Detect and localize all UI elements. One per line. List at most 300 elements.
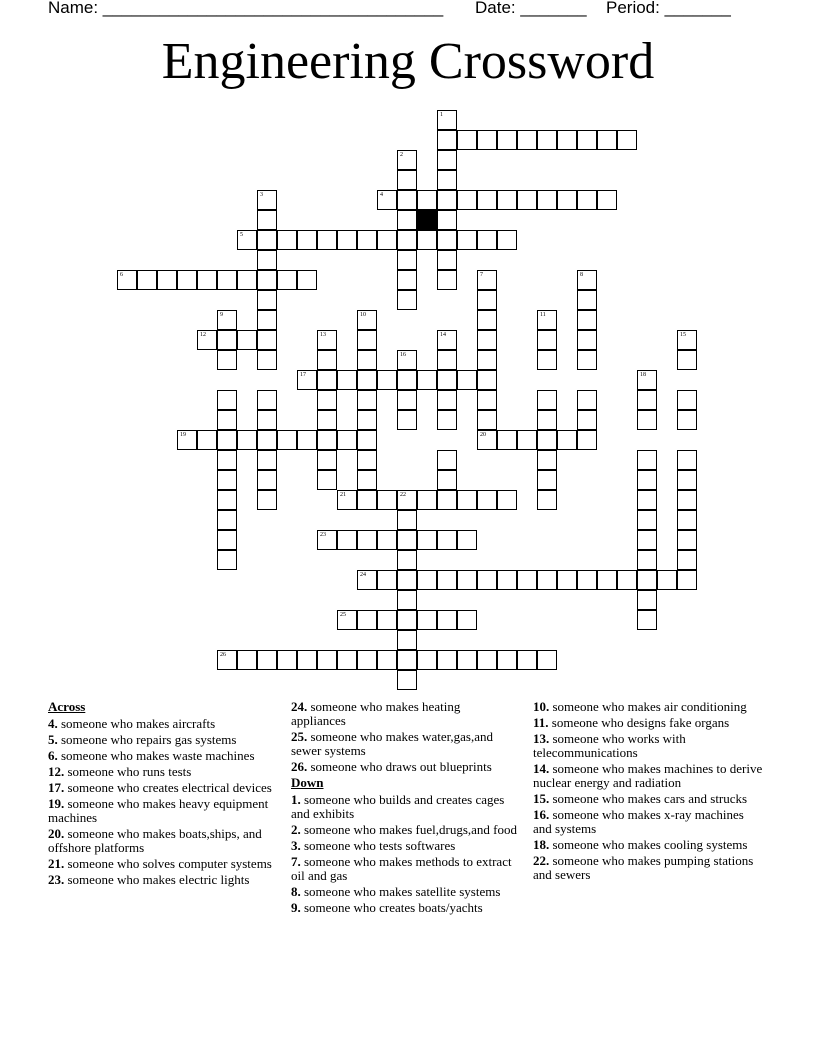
grid-cell[interactable] <box>557 430 577 450</box>
clue-number: 25 <box>340 612 346 618</box>
grid-cell[interactable] <box>617 570 637 590</box>
grid-cell[interactable] <box>217 550 237 570</box>
clue-item <box>291 793 517 821</box>
grid-cell[interactable] <box>657 570 677 590</box>
grid-cell[interactable] <box>217 490 237 510</box>
grid-cell[interactable] <box>217 410 237 430</box>
clue-item-text: someone who makes aircrafts <box>57 716 216 731</box>
grid-cell[interactable] <box>237 650 257 670</box>
grid-cell[interactable] <box>217 450 237 470</box>
grid-cell[interactable] <box>457 570 477 590</box>
clue-item-text: someone who tests softwares <box>300 838 456 853</box>
grid-cell[interactable] <box>297 430 317 450</box>
grid-cell[interactable] <box>457 230 477 250</box>
clue-number: 6 <box>120 272 123 278</box>
grid-cell[interactable] <box>677 350 697 370</box>
grid-cell[interactable] <box>517 650 537 670</box>
grid-cell[interactable] <box>357 410 377 430</box>
grid-cell[interactable] <box>517 430 537 450</box>
grid-cell[interactable] <box>237 330 257 350</box>
grid-cell[interactable] <box>437 390 457 410</box>
grid-cell[interactable] <box>397 630 417 650</box>
grid-cell[interactable] <box>397 550 417 570</box>
grid-cell[interactable] <box>277 270 297 290</box>
grid-cell[interactable] <box>617 130 637 150</box>
grid-cell[interactable] <box>557 190 577 210</box>
grid-cell[interactable] <box>317 470 337 490</box>
grid-cell[interactable] <box>397 490 417 510</box>
grid-cell[interactable] <box>477 490 497 510</box>
grid-cell[interactable] <box>637 570 657 590</box>
grid-cell[interactable] <box>537 390 557 410</box>
grid-cell[interactable] <box>357 450 377 470</box>
grid-cell[interactable] <box>477 310 497 330</box>
grid-cell[interactable] <box>337 610 357 630</box>
grid-cell[interactable] <box>477 430 497 450</box>
grid-cell[interactable] <box>637 550 657 570</box>
grid-cell[interactable] <box>237 230 257 250</box>
clue-number: 9 <box>220 312 223 318</box>
grid-cell[interactable] <box>577 270 597 290</box>
grid-cell[interactable] <box>197 430 217 450</box>
period-field-label: Period: _______ <box>606 0 731 17</box>
grid-cell[interactable] <box>157 270 177 290</box>
grid-cell[interactable] <box>637 530 657 550</box>
grid-cell[interactable] <box>217 330 237 350</box>
grid-cell[interactable] <box>297 230 317 250</box>
grid-cell[interactable] <box>337 370 357 390</box>
grid-cell[interactable] <box>477 410 497 430</box>
grid-cell[interactable] <box>437 610 457 630</box>
grid-cell[interactable] <box>437 270 457 290</box>
grid-cell[interactable] <box>377 490 397 510</box>
grid-cell[interactable] <box>497 570 517 590</box>
grid-cell[interactable] <box>397 390 417 410</box>
grid-cell[interactable] <box>677 530 697 550</box>
clue-item-text: someone who makes satellite systems <box>300 884 501 899</box>
grid-cell[interactable] <box>317 230 337 250</box>
grid-cell[interactable] <box>537 650 557 670</box>
grid-cell[interactable] <box>457 190 477 210</box>
grid-cell[interactable] <box>577 310 597 330</box>
grid-cell[interactable] <box>357 370 377 390</box>
grid-cell[interactable] <box>277 650 297 670</box>
grid-cell[interactable] <box>397 610 417 630</box>
grid-cell[interactable] <box>417 230 437 250</box>
clue-item-text: someone who works with telecommunications <box>533 731 686 760</box>
grid-cell[interactable] <box>537 130 557 150</box>
grid-cell[interactable] <box>317 330 337 350</box>
grid-cell[interactable] <box>677 330 697 350</box>
grid-cell[interactable] <box>577 350 597 370</box>
clue-number: 1 <box>440 112 443 118</box>
clue-item <box>533 700 763 714</box>
clue-item-text: someone who makes cooling systems <box>549 837 748 852</box>
clue-item <box>291 839 517 853</box>
grid-cell[interactable] <box>397 510 417 530</box>
grid-cell[interactable] <box>577 410 597 430</box>
grid-cell[interactable] <box>277 230 297 250</box>
grid-cell[interactable] <box>517 130 537 150</box>
grid-cell[interactable] <box>637 390 657 410</box>
grid-cell[interactable] <box>317 450 337 470</box>
blocked-cell <box>417 210 437 230</box>
clue-item-text: someone who makes boats,ships, and offshore platforms <box>48 826 262 855</box>
grid-cell[interactable] <box>257 650 277 670</box>
grid-cell[interactable] <box>237 430 257 450</box>
grid-cell[interactable] <box>397 650 417 670</box>
grid-cell[interactable] <box>197 330 217 350</box>
grid-cell[interactable] <box>677 510 697 530</box>
grid-cell[interactable] <box>537 330 557 350</box>
grid-cell[interactable] <box>257 230 277 250</box>
grid-cell[interactable] <box>237 270 257 290</box>
across-clue-list-continued <box>291 700 517 774</box>
grid-cell[interactable] <box>297 270 317 290</box>
grid-cell[interactable] <box>217 510 237 530</box>
grid-cell[interactable] <box>317 410 337 430</box>
grid-cell[interactable] <box>477 330 497 350</box>
grid-cell[interactable] <box>497 130 517 150</box>
grid-cell[interactable] <box>417 370 437 390</box>
grid-cell[interactable] <box>677 410 697 430</box>
clue-number: 21 <box>340 492 346 498</box>
grid-cell[interactable] <box>637 590 657 610</box>
grid-cell[interactable] <box>677 490 697 510</box>
grid-cell[interactable] <box>217 350 237 370</box>
grid-cell[interactable] <box>377 530 397 550</box>
clue-item-text: someone who makes pumping stations and sewers <box>533 853 754 882</box>
grid-cell[interactable] <box>577 430 597 450</box>
grid-cell[interactable] <box>257 490 277 510</box>
clue-item <box>48 733 273 747</box>
grid-cell[interactable] <box>397 590 417 610</box>
grid-cell[interactable] <box>217 430 237 450</box>
grid-cell[interactable] <box>477 390 497 410</box>
grid-cell[interactable] <box>677 390 697 410</box>
grid-cell[interactable] <box>337 650 357 670</box>
grid-cell[interactable] <box>217 650 237 670</box>
grid-cell[interactable] <box>217 270 237 290</box>
clue-number: 17 <box>300 372 306 378</box>
clue-number: 18 <box>640 372 646 378</box>
grid-cell[interactable] <box>377 370 397 390</box>
grid-cell[interactable] <box>337 430 357 450</box>
across-heading: Across <box>48 699 86 714</box>
grid-cell[interactable] <box>597 190 617 210</box>
clue-item <box>48 827 273 855</box>
clue-item-number: 18. <box>533 837 550 852</box>
grid-cell[interactable] <box>537 470 557 490</box>
grid-cell[interactable] <box>577 570 597 590</box>
grid-cell[interactable] <box>337 490 357 510</box>
grid-cell[interactable] <box>497 650 517 670</box>
clue-item-text: someone who makes waste machines <box>57 748 255 763</box>
grid-cell[interactable] <box>177 430 197 450</box>
grid-cell[interactable] <box>677 470 697 490</box>
grid-cell[interactable] <box>437 110 457 130</box>
grid-cell[interactable] <box>557 130 577 150</box>
clue-item-number: 1. <box>291 792 301 807</box>
grid-cell[interactable] <box>377 650 397 670</box>
grid-cell[interactable] <box>437 650 457 670</box>
grid-cell[interactable] <box>497 230 517 250</box>
grid-cell[interactable] <box>577 390 597 410</box>
grid-cell[interactable] <box>437 250 457 270</box>
grid-cell[interactable] <box>417 490 437 510</box>
grid-cell[interactable] <box>217 310 237 330</box>
clue-number: 19 <box>180 432 186 438</box>
clue-item-number: 20. <box>48 826 65 841</box>
grid-cell[interactable] <box>357 570 377 590</box>
grid-cell[interactable] <box>437 410 457 430</box>
clue-item <box>533 762 763 790</box>
grid-cell[interactable] <box>477 190 497 210</box>
grid-cell[interactable] <box>257 430 277 450</box>
grid-cell[interactable] <box>197 270 217 290</box>
grid-cell[interactable] <box>437 570 457 590</box>
grid-cell[interactable] <box>537 490 557 510</box>
grid-cell[interactable] <box>457 490 477 510</box>
grid-cell[interactable] <box>477 230 497 250</box>
grid-cell[interactable] <box>417 190 437 210</box>
clue-item-text: someone who makes methods to extract oil and gas <box>291 854 512 883</box>
clue-item-text: someone who makes x-ray machines and systems <box>533 807 744 836</box>
grid-cell[interactable] <box>257 210 277 230</box>
grid-cell[interactable] <box>257 470 277 490</box>
clue-number: 5 <box>240 232 243 238</box>
grid-cell[interactable] <box>437 350 457 370</box>
grid-cell[interactable] <box>577 190 597 210</box>
grid-cell[interactable] <box>477 570 497 590</box>
grid-cell[interactable] <box>537 410 557 430</box>
grid-cell[interactable] <box>437 450 457 470</box>
grid-cell[interactable] <box>437 230 457 250</box>
grid-cell[interactable] <box>457 650 477 670</box>
grid-cell[interactable] <box>217 530 237 550</box>
grid-cell[interactable] <box>377 230 397 250</box>
grid-cell[interactable] <box>437 330 457 350</box>
grid-cell[interactable] <box>257 330 277 350</box>
grid-cell[interactable] <box>497 430 517 450</box>
grid-cell[interactable] <box>417 570 437 590</box>
grid-cell[interactable] <box>317 370 337 390</box>
clue-item-text: someone who designs fake organs <box>548 715 730 730</box>
grid-cell[interactable] <box>397 210 417 230</box>
grid-cell[interactable] <box>437 190 457 210</box>
clue-item-text: someone who draws out blueprints <box>307 759 492 774</box>
grid-cell[interactable] <box>257 190 277 210</box>
clue-item <box>48 749 273 763</box>
grid-cell[interactable] <box>437 170 457 190</box>
clue-item-number: 24. <box>291 699 308 714</box>
grid-cell[interactable] <box>537 190 557 210</box>
name-field-label: Name: ____________________________________ <box>48 0 444 17</box>
clue-item-text: someone who makes heating appliances <box>291 699 461 728</box>
grid-cell[interactable] <box>177 270 197 290</box>
grid-cell[interactable] <box>637 490 657 510</box>
grid-cell[interactable] <box>257 250 277 270</box>
grid-cell[interactable] <box>357 310 377 330</box>
grid-cell[interactable] <box>637 510 657 530</box>
grid-cell[interactable] <box>257 410 277 430</box>
grid-cell[interactable] <box>317 650 337 670</box>
grid-cell[interactable] <box>397 570 417 590</box>
grid-cell[interactable] <box>217 470 237 490</box>
grid-cell[interactable] <box>317 530 337 550</box>
grid-cell[interactable] <box>677 550 697 570</box>
grid-cell[interactable] <box>137 270 157 290</box>
grid-cell[interactable] <box>577 330 597 350</box>
grid-cell[interactable] <box>637 370 657 390</box>
grid-cell[interactable] <box>397 370 417 390</box>
grid-cell[interactable] <box>517 190 537 210</box>
grid-cell[interactable] <box>577 130 597 150</box>
grid-cell[interactable] <box>257 450 277 470</box>
grid-cell[interactable] <box>397 530 417 550</box>
grid-cell[interactable] <box>397 190 417 210</box>
grid-cell[interactable] <box>537 310 557 330</box>
grid-cell[interactable] <box>437 150 457 170</box>
clue-item <box>533 838 763 852</box>
grid-cell[interactable] <box>257 270 277 290</box>
grid-cell[interactable] <box>417 610 437 630</box>
grid-cell[interactable] <box>357 390 377 410</box>
grid-cell[interactable] <box>377 610 397 630</box>
clue-item-number: 26. <box>291 759 308 774</box>
grid-cell[interactable] <box>677 450 697 470</box>
grid-cell[interactable] <box>637 470 657 490</box>
grid-cell[interactable] <box>357 330 377 350</box>
clue-item-text: someone who makes cars and strucks <box>549 791 748 806</box>
grid-cell[interactable] <box>537 350 557 370</box>
grid-cell[interactable] <box>317 430 337 450</box>
grid-cell[interactable] <box>597 130 617 150</box>
grid-cell[interactable] <box>357 610 377 630</box>
grid-cell[interactable] <box>497 190 517 210</box>
grid-cell[interactable] <box>357 430 377 450</box>
clue-item <box>533 808 763 836</box>
grid-cell[interactable] <box>517 570 537 590</box>
grid-cell[interactable] <box>357 470 377 490</box>
grid-cell[interactable] <box>397 410 417 430</box>
grid-cell[interactable] <box>397 290 417 310</box>
grid-cell[interactable] <box>377 570 397 590</box>
grid-cell[interactable] <box>337 230 357 250</box>
grid-cell[interactable] <box>457 130 477 150</box>
grid-cell[interactable] <box>437 130 457 150</box>
grid-cell[interactable] <box>437 530 457 550</box>
clue-item <box>291 901 517 915</box>
grid-cell[interactable] <box>277 430 297 450</box>
grid-cell[interactable] <box>437 370 457 390</box>
grid-cell[interactable] <box>377 190 397 210</box>
clue-number: 26 <box>220 652 226 658</box>
grid-cell[interactable] <box>637 450 657 470</box>
grid-cell[interactable] <box>297 650 317 670</box>
grid-cell[interactable] <box>457 530 477 550</box>
grid-cell[interactable] <box>477 130 497 150</box>
grid-cell[interactable] <box>497 490 517 510</box>
grid-cell[interactable] <box>537 450 557 470</box>
grid-cell[interactable] <box>257 350 277 370</box>
grid-cell[interactable] <box>397 670 417 690</box>
grid-cell[interactable] <box>477 650 497 670</box>
grid-cell[interactable] <box>477 350 497 370</box>
clue-item-number: 9. <box>291 900 301 915</box>
grid-cell[interactable] <box>577 290 597 310</box>
clue-item-number: 3. <box>291 838 301 853</box>
grid-cell[interactable] <box>257 310 277 330</box>
clue-item <box>291 823 517 837</box>
clue-number: 12 <box>200 332 206 338</box>
clue-number: 8 <box>580 272 583 278</box>
grid-cell[interactable] <box>537 430 557 450</box>
clue-item <box>291 700 517 728</box>
grid-cell[interactable] <box>357 490 377 510</box>
grid-cell[interactable] <box>397 150 417 170</box>
clue-number: 15 <box>680 332 686 338</box>
clue-number: 13 <box>320 332 326 338</box>
grid-cell[interactable] <box>297 370 317 390</box>
grid-cell[interactable] <box>397 170 417 190</box>
clue-item-text: someone who builds and creates cages and exhibits <box>291 792 505 821</box>
grid-cell[interactable] <box>217 390 237 410</box>
grid-cell[interactable] <box>677 570 697 590</box>
grid-cell[interactable] <box>257 390 277 410</box>
grid-cell[interactable] <box>397 250 417 270</box>
grid-cell[interactable] <box>357 650 377 670</box>
grid-cell[interactable] <box>357 530 377 550</box>
grid-cell[interactable] <box>637 410 657 430</box>
grid-cell[interactable] <box>477 370 497 390</box>
grid-cell[interactable] <box>557 570 577 590</box>
grid-cell[interactable] <box>637 610 657 630</box>
clue-item-text: someone who creates boats/yachts <box>300 900 483 915</box>
grid-cell[interactable] <box>397 350 417 370</box>
grid-cell[interactable] <box>437 470 457 490</box>
grid-cell[interactable] <box>417 530 437 550</box>
clue-item-number: 25. <box>291 729 308 744</box>
grid-cell[interactable] <box>257 290 277 310</box>
grid-cell[interactable] <box>397 270 417 290</box>
grid-cell[interactable] <box>397 230 417 250</box>
grid-cell[interactable] <box>117 270 137 290</box>
grid-cell[interactable] <box>357 350 377 370</box>
grid-cell[interactable] <box>417 650 437 670</box>
grid-cell[interactable] <box>337 530 357 550</box>
grid-cell[interactable] <box>457 370 477 390</box>
grid-cell[interactable] <box>437 490 457 510</box>
clue-number: 10 <box>360 312 366 318</box>
grid-cell[interactable] <box>357 230 377 250</box>
grid-cell[interactable] <box>537 570 557 590</box>
grid-cell[interactable] <box>597 570 617 590</box>
clue-item-number: 6. <box>48 748 58 763</box>
grid-cell[interactable] <box>317 390 337 410</box>
grid-cell[interactable] <box>477 290 497 310</box>
grid-cell[interactable] <box>477 270 497 290</box>
grid-cell[interactable] <box>317 350 337 370</box>
clue-number: 4 <box>380 192 383 198</box>
clue-item-text: someone who makes water,gas,and sewer systems <box>291 729 494 758</box>
down-clue-list <box>291 793 517 915</box>
grid-cell[interactable] <box>437 210 457 230</box>
down-heading: Down <box>291 775 324 790</box>
clue-item-number: 4. <box>48 716 58 731</box>
clue-item-number: 15. <box>533 791 550 806</box>
grid-cell[interactable] <box>457 610 477 630</box>
